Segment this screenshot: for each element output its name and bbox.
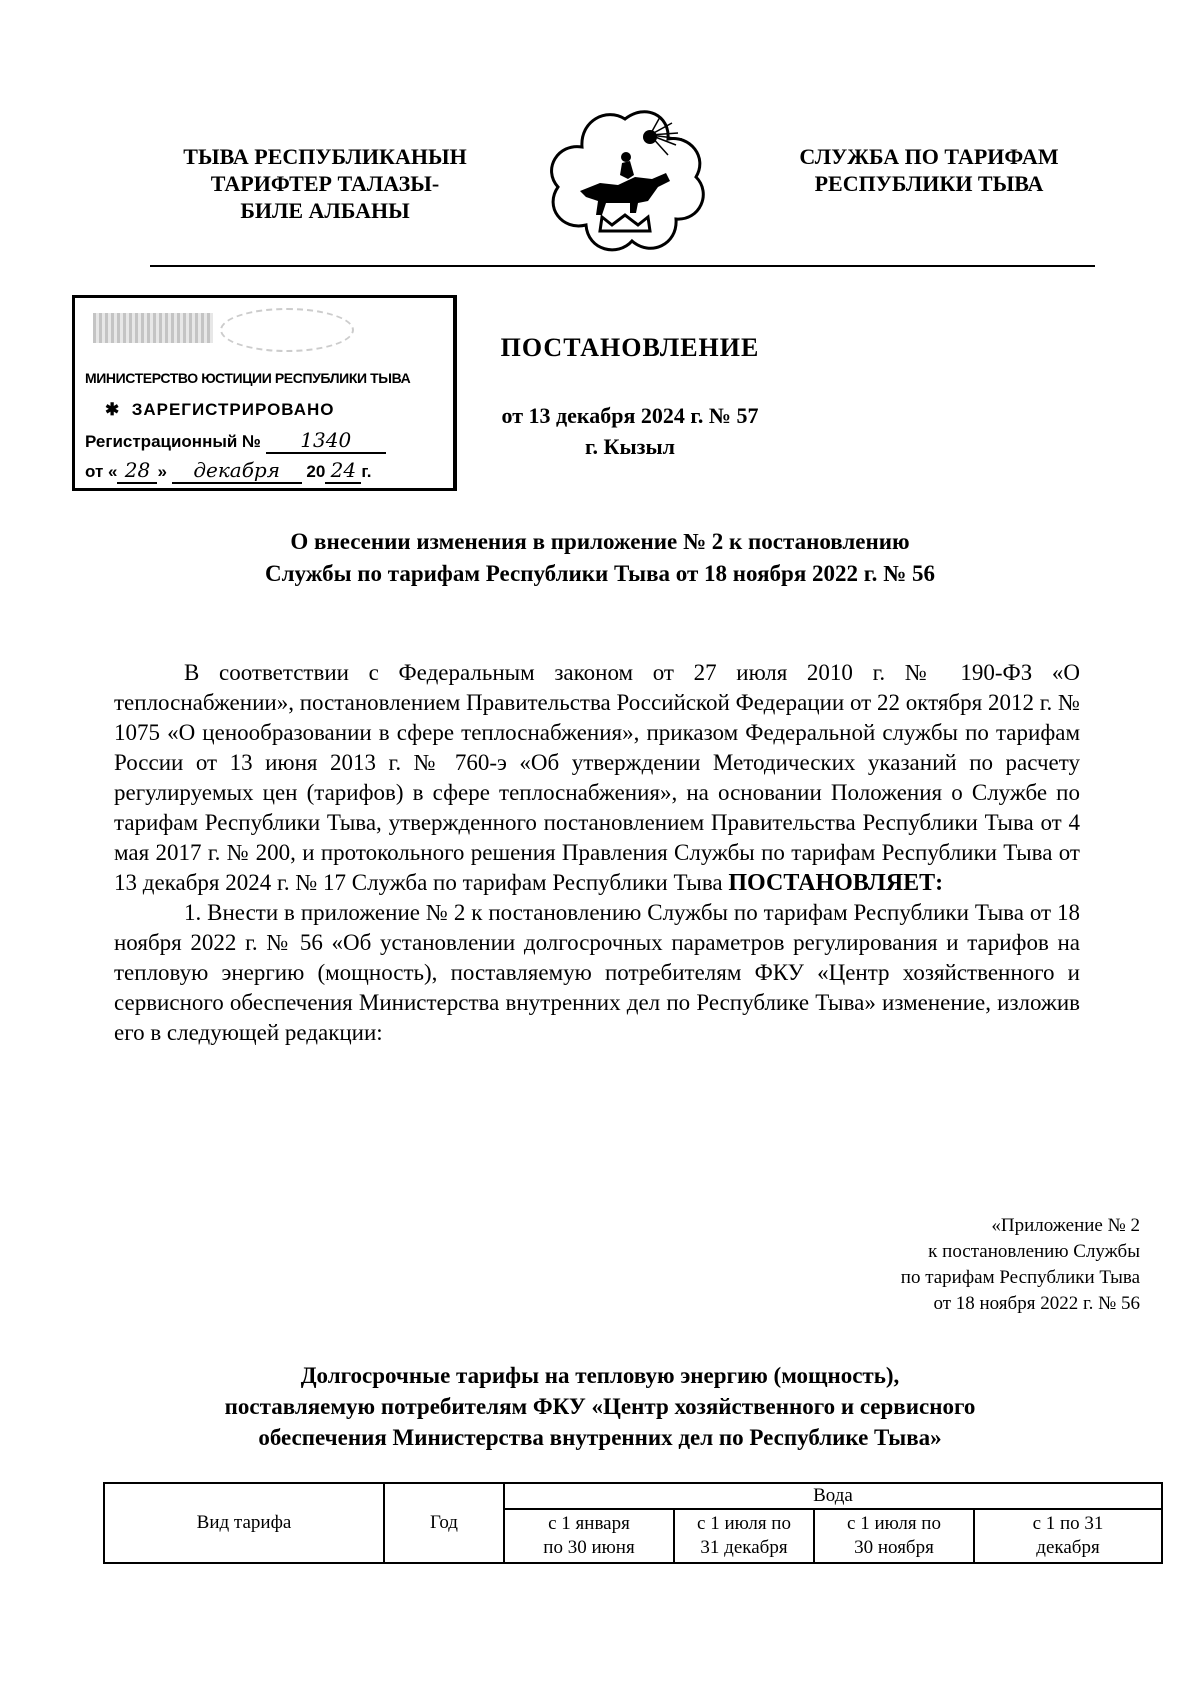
- header-tariff-type: Вид тарифа: [104, 1483, 384, 1563]
- period-3-line-1: с 1 июля по: [847, 1513, 941, 1534]
- header-divider: [150, 265, 1095, 267]
- stamp-year-suffix: 24: [325, 458, 361, 484]
- stamp-month: декабря: [172, 458, 302, 484]
- subject-line-1: О внесении изменения в приложение № 2 к постановлению: [290, 529, 910, 554]
- header-left-line-2: ТАРИФТЕР ТАЛАЗЫ-: [210, 171, 440, 196]
- tuva-emblem-icon: [540, 105, 710, 265]
- tariff-table: [103, 1482, 1163, 1564]
- stamp-day-suffix: »: [157, 462, 167, 481]
- period-2-line-2: 31 декабря: [700, 1537, 788, 1558]
- header-right-line-2: РЕСПУБЛИКИ ТЫВА: [814, 171, 1044, 196]
- stamp-date-row: [85, 458, 371, 484]
- header-left-block: [140, 143, 510, 224]
- header-period-1: [504, 1509, 674, 1563]
- stamp-year-prefix: 20: [306, 462, 326, 481]
- header-year: Год: [384, 1483, 504, 1563]
- period-4-line-2: декабря: [1036, 1537, 1100, 1558]
- period-4-line-1: с 1 по 31: [1032, 1513, 1104, 1534]
- decree-subject: [120, 526, 1080, 590]
- body-paragraph-1-text: В соответствии с Федеральным законом от 27 июля 2010 г. № 190-ФЗ «О теплоснабжении», постановлением Правительства Российской Федерации от 22 октября 2012 г. № 1075 «О ценообразовании в сфере теплоснабжения», приказом Федеральной службы по тарифам России от 13 июня 2013 г. № 760-э «Об утверждении Методических указаний по расчету регулируемых цен (тарифов) в сфере теплоснабжения», на основании Положения о Службе по тарифам Республики Тыва, утвержденного постановлением Правительства Республики Тыва от 4 мая 2017 г. № 200, и протокольного решения Правления Службы по тарифам Республики Тыва от 13 декабря 2024 г. № 17 Служба по тарифам Республики Тыва: [114, 660, 1080, 895]
- period-1-line-1: с 1 января: [548, 1513, 630, 1534]
- body-paragraph-1: [114, 658, 1080, 898]
- header-right-block: [756, 143, 1102, 197]
- stamp-registered-label: ЗАРЕГИСТРИРОВАНО: [131, 400, 335, 419]
- stamp-reg-number-row: [85, 428, 386, 454]
- decree-city: г. Кызыл: [585, 434, 675, 459]
- period-2-line-1: с 1 июля по: [697, 1513, 791, 1534]
- appendix-line-3: по тарифам Республики Тыва: [900, 1267, 1140, 1288]
- stamp-emblem-icon: ✱: [105, 400, 132, 419]
- stamp-registered: [105, 400, 335, 420]
- header-left-line-1: ТЫВА РЕСПУБЛИКАНЫН: [183, 144, 467, 169]
- table-title-line-3: обеспечения Министерства внутренних дел по Республике Тыва»: [258, 1425, 942, 1450]
- period-3-line-2: 30 ноября: [854, 1537, 934, 1558]
- table-title-line-2: поставляемую потребителям ФКУ «Центр хозяйственного и сервисного: [224, 1394, 976, 1419]
- header-period-4: [974, 1509, 1162, 1563]
- stamp-year-end: г.: [361, 462, 372, 481]
- stamp-reg-number: 1340: [266, 428, 386, 454]
- header-water: Вода: [504, 1483, 1162, 1509]
- header-left-line-3: БИЛЕ АЛБАНЫ: [240, 198, 410, 223]
- decree-date-number: от 13 декабря 2024 г. № 57: [501, 403, 759, 428]
- period-1-line-2: по 30 июня: [543, 1537, 635, 1558]
- appendix-line-2: к постановлению Службы: [928, 1241, 1140, 1262]
- stamp-ministry: МИНИСТЕРСТВО ЮСТИЦИИ РЕСПУБЛИКИ ТЫВА: [85, 370, 411, 386]
- table-title: [120, 1360, 1080, 1453]
- stamp-smudge: [93, 313, 213, 343]
- decree-title: ПОСТАНОВЛЕНИЕ: [500, 333, 760, 362]
- table-header-row-1: [104, 1483, 1162, 1509]
- stamp-day: 28: [117, 458, 157, 484]
- decree-date-block: [450, 400, 810, 462]
- stamp-date-prefix: от «: [85, 462, 118, 481]
- body-paragraph-2: 1. Внести в приложение № 2 к постановлению Службы по тарифам Республики Тыва от 18 ноября 2022 г. № 56 «Об установлении долгосрочных параметров регулирования и тарифов на тепловую энергию (мощность), поставляемую потребителям ФКУ «Центр хозяйственного и сервисного обеспечения Министерства внутренних дел по Республике Тыва» изменение, изложив его в следующей редакции:: [114, 900, 1080, 1045]
- subject-line-2: Службы по тарифам Республики Тыва от 18 ноября 2022 г. № 56: [265, 561, 935, 586]
- appendix-line-4: от 18 ноября 2022 г. № 56: [933, 1293, 1140, 1314]
- appendix-reference: [760, 1213, 1140, 1317]
- header-right-line-1: СЛУЖБА ПО ТАРИФАМ: [799, 144, 1059, 169]
- header-period-2: [674, 1509, 814, 1563]
- header-period-3: [814, 1509, 974, 1563]
- body-resolves: ПОСТАНОВЛЯЕТ:: [728, 870, 944, 896]
- stamp-seal-outline: [220, 308, 354, 352]
- stamp-reg-label: Регистрационный №: [85, 432, 261, 451]
- decree-body: [114, 658, 1080, 1048]
- registration-stamp: [72, 295, 457, 491]
- table-title-line-1: Долгосрочные тарифы на тепловую энергию (мощность),: [300, 1363, 900, 1388]
- appendix-line-1: «Приложение № 2: [991, 1215, 1140, 1236]
